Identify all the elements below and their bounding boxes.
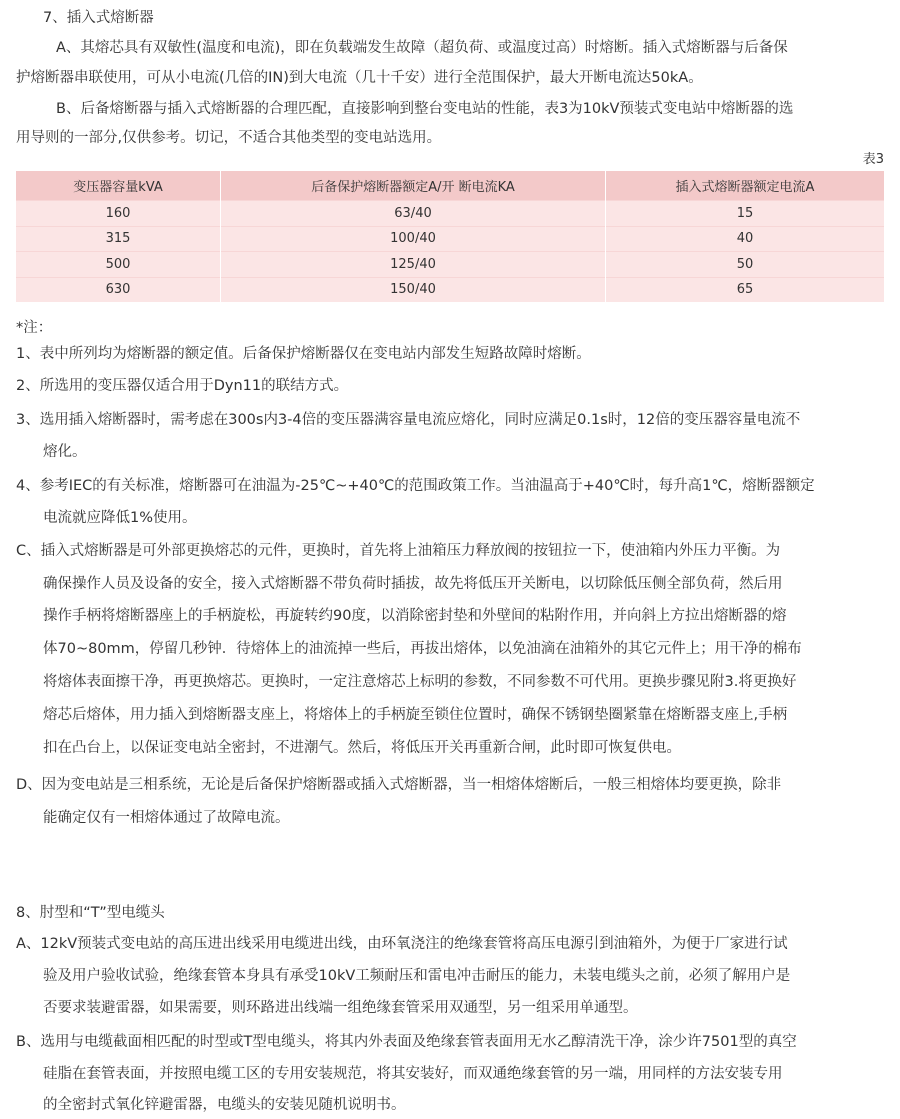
table-header-cell: 变压器容量kVA [16, 171, 221, 201]
section7-paragraph-b-line2: 用导则的一部分,仅供参考。切记，不适合其他类型的变电站选用。 [16, 130, 442, 146]
section8-paragraph-a-line3: 否要求装避雷器，如果需要，则环路进出线端一组绝缘套管采用双通型，另一组采用单通型。 [43, 1000, 638, 1016]
note-4-line1: 4、参考IEC的有关标准，熔断器可在油温为-25℃~+40℃的范围政策工作。当油温高于+40℃时，每升高1℃，熔断器额定 [16, 478, 815, 494]
table-cell: 630 [16, 277, 221, 302]
section7-paragraph-a-line2: 护熔断器串联使用，可从小电流(几倍的IN)到大电流（几十千安）进行全范围保护，最大开断电流达50kA。 [16, 70, 703, 86]
fuse-selection-table [16, 171, 884, 302]
table-cell: 15 [606, 201, 885, 227]
note-d-line1: D、因为变电站是三相系统，无论是后备保护熔断器或插入式熔断器，当一相熔体熔断后，一般三相熔体均要更换，除非 [16, 777, 782, 793]
section8-paragraph-a-line2: 验及用户验收试验，绝缘套管本身具有承受10kV工频耐压和雷电冲击耐压的能力，未装电缆头之前，必须了解用户是 [43, 968, 791, 984]
section8-heading: 8、肘型和“T”型电缆头 [16, 905, 165, 921]
table-header-cell: 后备保护熔断器额定A/开 断电流KA [221, 171, 606, 201]
note-d-line2: 能确定仅有一相熔体通过了故障电流。 [43, 810, 290, 826]
table-cell: 160 [16, 201, 221, 227]
note-c-line4: 体70~80mm，停留几秒钟．待熔体上的油流掉一些后，再拔出熔体，以免油滴在油箱外的其它元件上；用干净的棉布 [43, 641, 802, 657]
table-cell: 315 [16, 226, 221, 252]
table-cell: 125/40 [221, 252, 606, 278]
section8-paragraph-b-line1: B、选用与电缆截面相匹配的时型或T型电缆头，将其内外表面及绝缘套管表面用无水乙醇清洗干净，涂少许7501型的真空 [16, 1034, 797, 1050]
section7-paragraph-a-line1: A、其熔芯具有双敏性(温度和电流)，即在负载端发生故障（超负荷、或温度过高）时熔断。插入式熔断器与后备保 [56, 40, 788, 56]
note-2: 2、所选用的变压器仅适合用于Dyn11的联结方式。 [16, 378, 349, 394]
table-caption: 表3 [862, 152, 884, 167]
table-header-cell: 插入式熔断器额定电流A [606, 171, 885, 201]
note-3-line2: 熔化。 [43, 444, 87, 460]
note-c-line3: 操作手柄将熔断器座上的手柄旋松，再旋转约90度，以消除密封垫和外壁间的粘附作用，并向斜上方拉出熔断器的熔 [43, 608, 787, 624]
section7-heading: 7、插入式熔断器 [43, 10, 154, 26]
notes-title: *注： [16, 320, 53, 336]
table-cell: 63/40 [221, 201, 606, 227]
note-c-line6: 熔芯后熔体，用力插入到熔断器支座上，将熔体上的手柄旋至锁住位置时，确保不锈钢垫圈紧靠在熔断器支座上,手柄 [43, 707, 788, 723]
note-1: 1、表中所列均为熔断器的额定值。后备保护熔断器仅在变电站内部发生短路故障时熔断。 [16, 346, 591, 362]
table-cell: 500 [16, 252, 221, 278]
table-cell: 40 [606, 226, 885, 252]
table-cell: 65 [606, 277, 885, 302]
table-row [16, 252, 884, 278]
table-header-row [16, 171, 884, 201]
note-c-line7: 扣在凸台上，以保证变电站全密封，不进潮气。然后，将低压开关再重新合闸，此时即可恢复供电。 [43, 740, 681, 756]
note-c-line2: 确保操作人员及设备的安全，接入式熔断器不带负荷时插拔，故先将低压开关断电，以切除低压侧全部负荷，然后用 [43, 576, 783, 592]
table-cell: 50 [606, 252, 885, 278]
table-cell: 150/40 [221, 277, 606, 302]
table-row [16, 277, 884, 302]
section7-paragraph-b-line1: B、后备熔断器与插入式熔断器的合理匹配，直接影响到整台变电站的性能，表3为10kV预装式变电站中熔断器的选 [56, 101, 794, 117]
section8-paragraph-b-line3: 的全密封式氧化锌避雷器，电缆头的安装见随机说明书。 [43, 1097, 406, 1113]
note-c-line1: C、插入式熔断器是可外部更换熔芯的元件，更换时，首先将上油箱压力释放阀的按钮拉一下，使油箱内外压力平衡。为 [16, 543, 781, 559]
section8-paragraph-b-line2: 硅脂在套管表面，并按照电缆工区的专用安装规范，将其安装好，而双通绝缘套管的另一端，用同样的方法安装专用 [43, 1066, 783, 1082]
note-3-line1: 3、选用插入熔断器时，需考虑在300s内3-4倍的变压器满容量电流应熔化，同时应满足0.1s时，12倍的变压器容量电流不 [16, 412, 801, 428]
section8-paragraph-a-line1: A、12kV预装式变电站的高压进出线采用电缆进出线，由环氧浇注的绝缘套管将高压电源引到油箱外，为便于厂家进行试 [16, 936, 788, 952]
table-row [16, 201, 884, 227]
note-c-line5: 将熔体表面擦干净，再更换熔芯。更换时，一定注意熔芯上标明的参数，不同参数不可代用。更换步骤见附3.将更换好 [43, 674, 797, 690]
table-row [16, 226, 884, 252]
table-cell: 100/40 [221, 226, 606, 252]
note-4-line2: 电流就应降低1%使用。 [43, 510, 197, 526]
